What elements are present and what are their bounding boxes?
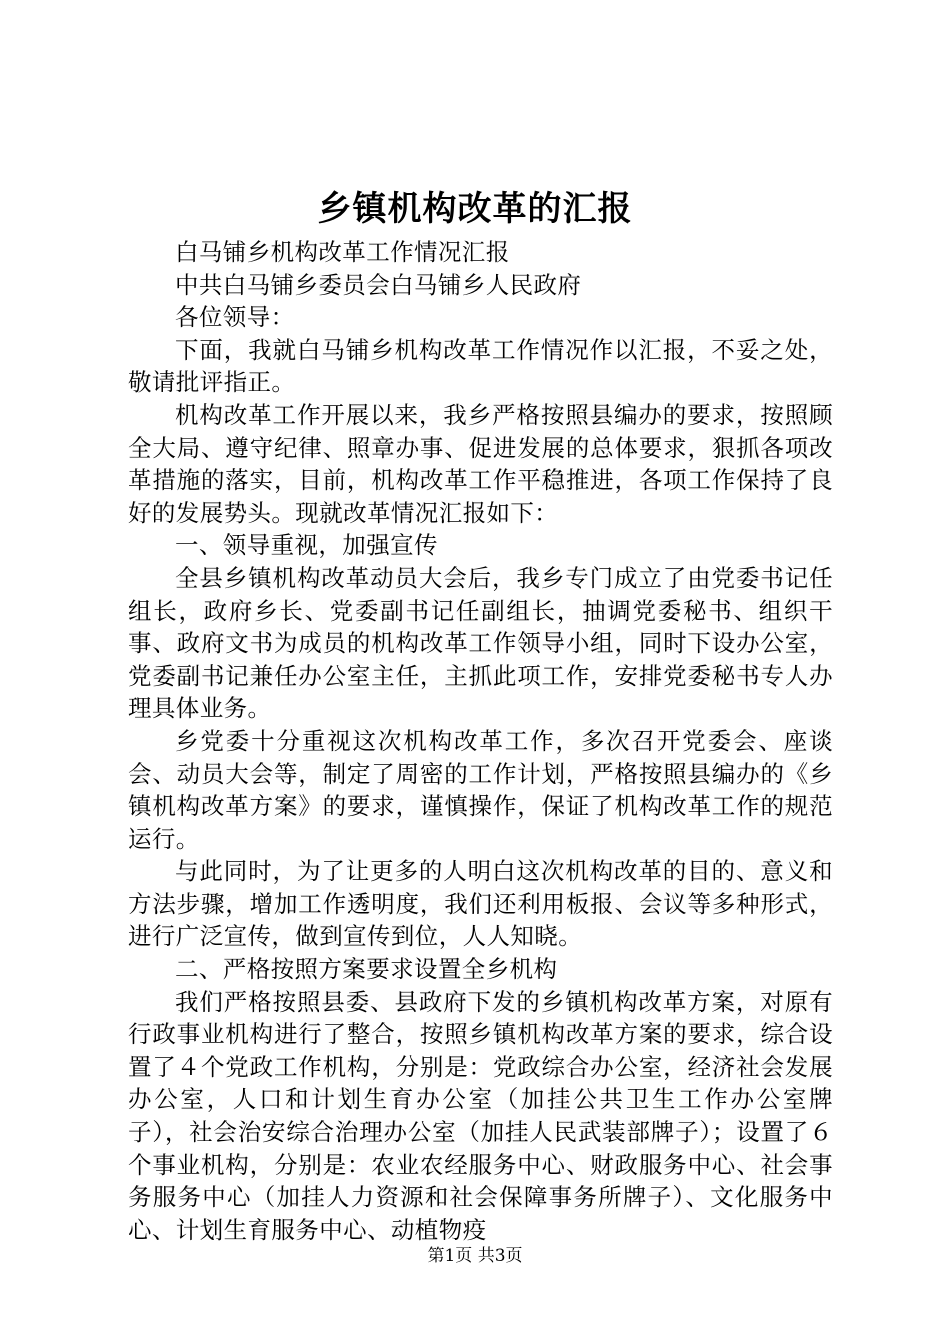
paragraph: 我们严格按照县委、县政府下发的乡镇机构改革方案，对原有行政事业机构进行了整合，按照乡镇机构改革方案的要求，综合设置了４个党政工作机构，分别是：党政综合办公室，经济社会发展办公室，人口和计划生育办公室（加挂公共卫生工作办公室牌子），社会治安综合治理办公室（加挂人民武装部牌子）；设置了６个事业机构，分别是：农业农经服务中心、财政服务中心、社会事务服务中心（加挂人力资源和社会保障事务所牌子）、文化服务中心、计划生育服务中心、动植物疫 [128, 987, 833, 1244]
page-number-footer: 第1页 共3页 [427, 1246, 523, 1266]
paragraph: 下面，我就白马铺乡机构改革工作情况作以汇报，不妥之处，敬请批评指正。 [128, 335, 833, 397]
document-title: 乡镇机构改革的汇报 [317, 189, 633, 229]
paragraph: 机构改革工作开展以来，我乡严格按照县编办的要求，按照顾全大局、遵守纪律、照章办事、促进发展的总体要求，狠抓各项改革措施的落实，目前，机构改革工作平稳推进，各项工作保持了良好的发展势头。现就改革情况汇报如下： [128, 400, 833, 527]
paragraph: 各位领导： [175, 303, 295, 332]
paragraph: 乡党委十分重视这次机构改革工作，多次召开党委会、座谈会、动员大会等，制定了周密的工作计划，严格按照县编办的《乡镇机构改革方案》的要求，谨慎操作，保证了机构改革工作的规范运行。 [128, 726, 833, 853]
document-body [128, 236, 833, 1246]
section-heading: 一、领导重视，加强宣传 [175, 531, 438, 560]
paragraph: 中共白马铺乡委员会白马铺乡人民政府 [175, 270, 582, 299]
paragraph: 与此同时，为了让更多的人明白这次机构改革的目的、意义和方法步骤，增加工作透明度，我们还利用板报、会议等多种形式，进行广泛宣传，做到宣传到位，人人知晓。 [128, 857, 833, 951]
paragraph: 全县乡镇机构改革动员大会后，我乡专门成立了由党委书记任组长，政府乡长、党委副书记任副组长，抽调党委秘书、组织干事、政府文书为成员的机构改革工作领导小组，同时下设办公室，党委副书记兼任办公室主任，主抓此项工作，安排党委秘书专人办理具体业务。 [128, 563, 833, 723]
paragraph: 白马铺乡机构改革工作情况汇报 [175, 238, 510, 266]
section-heading: 二、严格按照方案要求设置全乡机构 [175, 955, 558, 984]
